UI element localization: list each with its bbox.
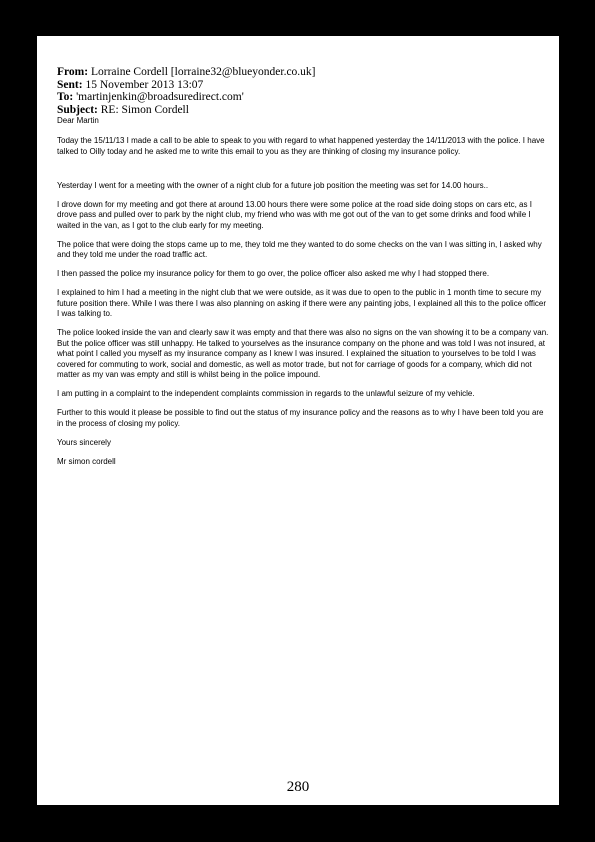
to-label: To: — [57, 91, 74, 103]
sent-label: Sent: — [57, 78, 83, 91]
blank-gap — [57, 166, 549, 181]
greeting: Dear Martin — [57, 116, 99, 125]
from-label: From: — [57, 66, 89, 78]
subject-label: Subject: — [57, 103, 98, 116]
from-value: Lorraine Cordell [lorraine32@blueyonder.co.uk] — [90, 66, 316, 78]
to-value: 'martinjenkin@broadsuredirect.com' — [76, 91, 244, 103]
email-body — [57, 116, 549, 467]
paragraph: The police looked inside the van and clearly saw it was empty and that there was also no signs on the van showing it to be a company van. But the police officer was still unhappy. He talked to yourselves as the insurance company on the phone and was told I was not insured, at what point I called you myself as my insurance company as I knew I was insured. I explained the situation to yourselves to be told I was covered for commuting to work, social and domestic, as well as motor trade, but not for carriage of goods for a company, which did not matter as my van was empty and still is whilst being in the police impound. — [57, 328, 549, 379]
page-number: 280 — [286, 779, 310, 795]
paragraph: I am putting in a complaint to the independent complaints commission in regards to the unlawful seizure of my vehicle. — [57, 389, 475, 398]
subject-line — [57, 104, 549, 117]
closing: Yours sincerely — [57, 437, 111, 447]
email-printout — [57, 66, 549, 476]
paragraph: I then passed the police my insurance policy for them to go over, the police officer also asked me why I had stopped there. — [57, 269, 490, 278]
document-page — [37, 36, 559, 805]
paragraph: Today the 15/11/13 I made a call to be able to speak to you with regard to what happened yesterday the 14/11/2013 with the police. I have talked to Oilly today and he asked me to write this email to you as they are thinking of closing my insurance policy. — [57, 136, 545, 156]
subject-value: RE: Simon Cordell — [100, 103, 189, 116]
sent-line — [57, 79, 549, 92]
signature: Mr simon cordell — [57, 456, 116, 466]
sent-value: 15 November 2013 13:07 — [85, 78, 204, 91]
from-line — [57, 66, 549, 79]
paragraph: I drove down for my meeting and got there at around 13.00 hours there were some police at the road side doing stops on cars etc, as I drove pass and pulled over to park by the night club, my friend who was with me got out of the van to get some drinks and food while I waited in the van, as I got to the club early for my meeting. — [57, 199, 532, 230]
paragraph: I explained to him I had a meeting in the night club that we were outside, as it was due to open to the public in 1 month time to secure my future position there. While I was there I was also planning on asking if there were any painting jobs, I explained all this to the police officer I was talking to. — [57, 288, 547, 318]
paragraph: Further to this would it please be possible to find out the status of my insurance policy and the reasons as to why I have been told you are in the process of closing my policy. — [57, 408, 544, 428]
to-line — [57, 91, 549, 104]
paragraph: Yesterday I went for a meeting with the owner of a night club for a future job position the meeting was set for 14.00 hours.. — [57, 180, 489, 190]
paragraph: The police that were doing the stops came up to me, they told me they wanted to do some checks on the van I was sitting in, I asked why and they told me under the road traffic act. — [57, 239, 542, 259]
